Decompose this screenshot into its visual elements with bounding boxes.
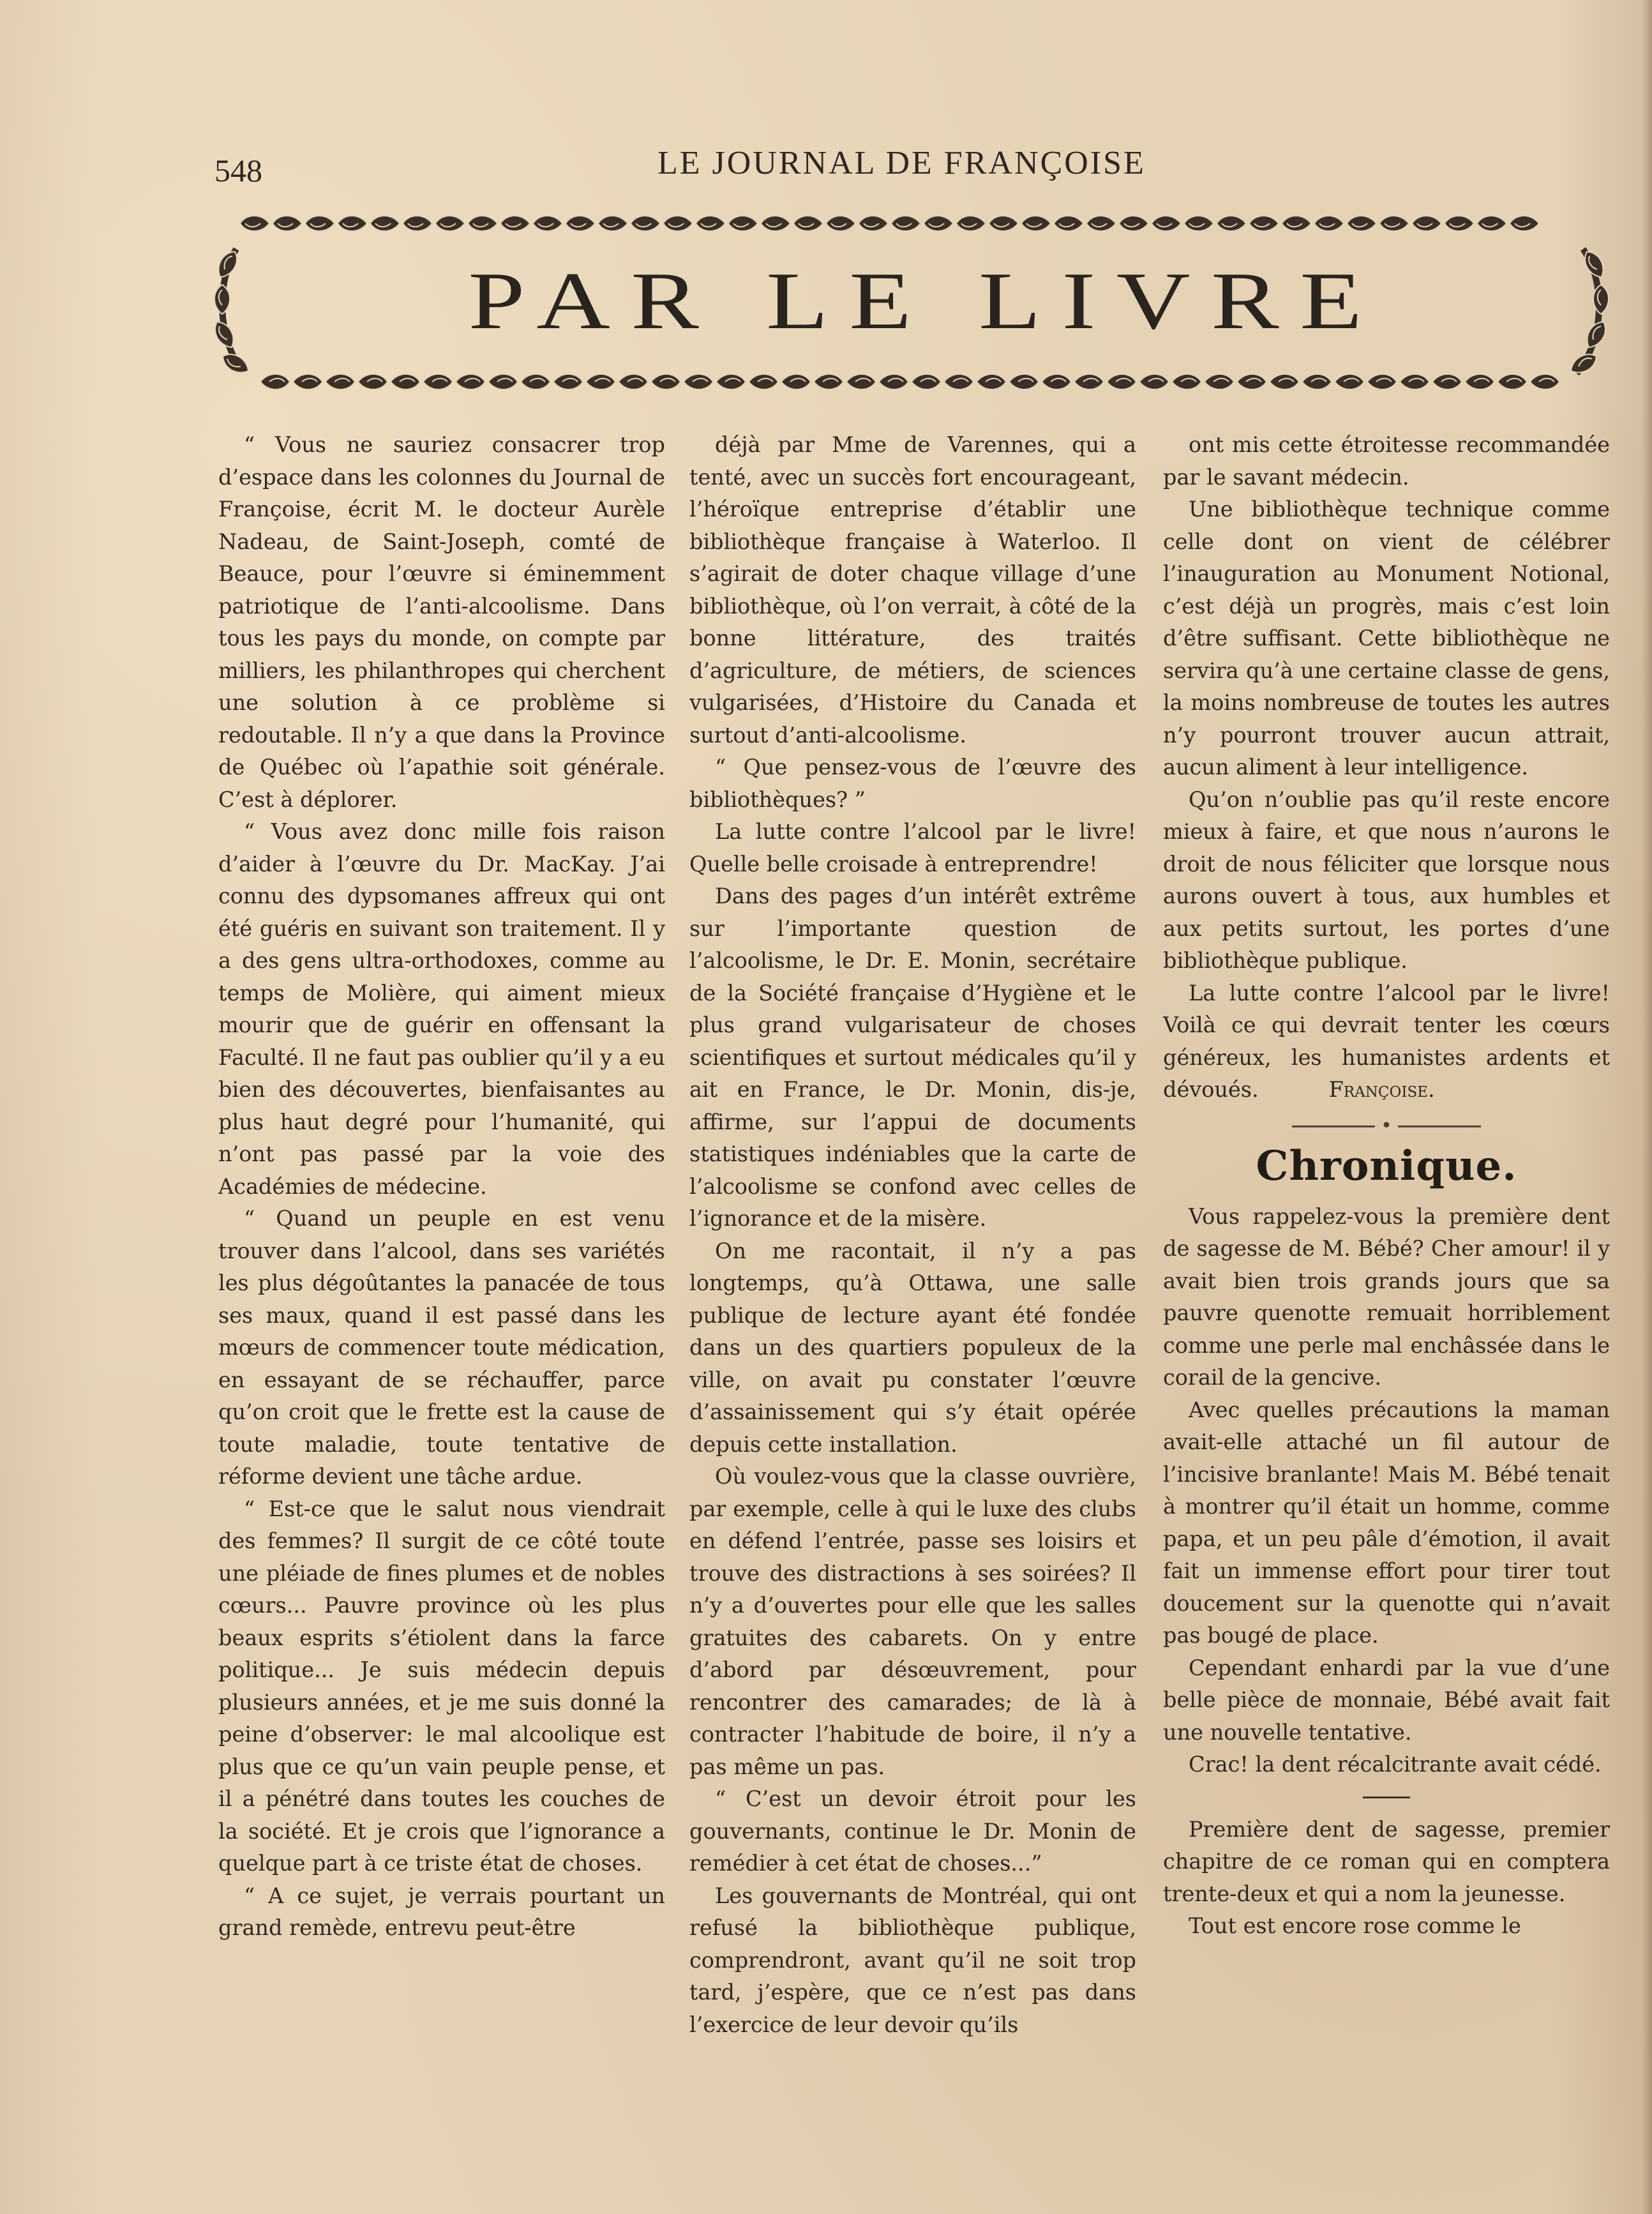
laurel-leaf: [1139, 374, 1169, 389]
article-closing-paragraph: [1163, 977, 1610, 1106]
laurel-leaf: [1530, 374, 1559, 389]
laurel-leaf: [781, 374, 811, 389]
laurel-leaf: [1400, 374, 1429, 389]
laurel-leaf: [1477, 216, 1506, 231]
laurel-leaf: [944, 374, 973, 389]
chronique-paragraph: Crac! la dent récalcitrante avait cédé.: [1189, 1752, 1602, 1777]
laurel-leaf: [631, 216, 660, 231]
laurel-leaf: [728, 216, 758, 231]
laurel-leaf: [1270, 374, 1299, 389]
laurel-leaf: [1379, 216, 1409, 231]
laurel-leaf: [1074, 374, 1104, 389]
laurel-leaf: [663, 216, 693, 231]
laurel-leaf: [1217, 216, 1246, 231]
laurel-leaf: [326, 374, 355, 389]
article-paragraph: “ C’est un devoir étroit pour les gouvernants, continue le Dr. Monin de remédier à cet état de choses...”: [689, 1786, 1136, 1876]
laurel-leaf: [1498, 374, 1527, 389]
laurel-leaf: [293, 374, 322, 389]
laurel-leaf: [1107, 374, 1136, 389]
article-paragraph: Qu’on n’oublie pas qu’il reste encore mieux à faire, et que nous n’aurons le droit de nous féliciter que lorsque nous aurons ouvert à tous, aux humbles et aux petits surtout, les portes d’une bibliothèque publique.: [1163, 787, 1610, 973]
laurel-leaf: [1367, 374, 1397, 389]
laurel-leaf: [761, 216, 790, 231]
laurel-leaf: [956, 216, 986, 231]
author-signature: Françoise.: [1328, 1077, 1435, 1102]
laurel-leaf: [891, 216, 920, 231]
laurel-leaf: [826, 216, 855, 231]
laurel-leaf: [370, 216, 400, 231]
laurel-leaf: [423, 374, 453, 389]
chronique-paragraph: Tout est encore rose comme le: [1189, 1913, 1521, 1938]
laurel-leaf: [273, 216, 302, 231]
laurel-leaf: [240, 216, 269, 231]
laurel-leaf: [846, 374, 876, 389]
article-paragraph: Les gouvernants de Montréal, qui ont refusé la bibliothèque publique, comprendront, avant qu’il ne soit trop tard, j’espère, que ce n’est pas dans l’exercice de leur devoir qu’ils: [689, 1883, 1136, 2037]
laurel-leaf: [553, 374, 583, 389]
laurel-leaf: [879, 374, 908, 389]
laurel-leaf: [1302, 374, 1332, 389]
laurel-leaf: [619, 374, 648, 389]
section-divider-ornament: •: [1163, 1117, 1610, 1136]
laurel-leaf: [1282, 216, 1311, 231]
laurel-leaf: [1567, 350, 1600, 378]
article-paragraph: “ Vous ne sauriez consacrer trop d’espace dans les colonnes du Journal de Françoise, écrit M. le docteur Aurèle Nadeau, de Saint-Joseph, comté de Beauce, pour l’œuvre si éminemment patriotique de l’anti-alcoolisme. Dans tous les pays du monde, on compte par milliers, les philanthropes qui cherchent une solution à ce problème si redoutable. Il n’y a que dans la Province de Québec où l’apathie soit générale. C’est à déplorer.: [218, 432, 665, 812]
laurel-leaf: [1237, 374, 1266, 389]
laurel-leaf: [403, 216, 432, 231]
laurel-leaf: [1172, 374, 1201, 389]
laurel-leaf: [749, 374, 778, 389]
laurel-leaf: [1021, 216, 1051, 231]
chronique-paragraph: Première dent de sagesse, premier chapitre de ce roman qui en comptera trente-deux et qui a nom la jeunesse.: [1163, 1816, 1610, 1906]
laurel-leaf: [1042, 374, 1071, 389]
laurel-leaf: [500, 216, 530, 231]
chronique-paragraph: Cependant enhardi par la vue d’une belle pièce de monnaie, Bébé avait fait une nouvelle tentative.: [1163, 1655, 1610, 1745]
article-paragraph: “ Que pensez-vous de l’œuvre des bibliothèques? ”: [689, 755, 1136, 812]
closing-text: La lutte contre l’alcool par le livre! Voilà ce qui devrait tenter les cœurs généreux, les humanistes ardents et dévoués.: [1163, 980, 1610, 1102]
article-paragraph: La lutte contre l’alcool par le livre! Quelle belle croisade à entreprendre!: [689, 819, 1136, 877]
short-divider-rule: [1363, 1796, 1410, 1798]
laurel-leaf: [338, 216, 367, 231]
laurel-leaf: [989, 216, 1018, 231]
chronique-paragraph: Vous rappelez-vous la première dent de sagesse de M. Bébé? Cher amour! il y avait bien trois grands jours que sa pauvre quenotte remuait horriblement comme une perle mal enchâssée dans le corail de la gencive.: [1163, 1203, 1610, 1390]
laurel-leaf: [456, 374, 485, 389]
laurel-leaf: [1432, 374, 1462, 389]
laurel-leaf: [586, 374, 615, 389]
laurel-leaf: [521, 374, 550, 389]
laurel-leaf: [924, 216, 953, 231]
page-number: 548: [214, 153, 262, 188]
laurel-leaf: [566, 216, 595, 231]
laurel-leaf: [1412, 216, 1441, 231]
laurel-leaf: [1152, 216, 1181, 231]
article-title: PAR LE LIVRE: [468, 255, 1383, 346]
laurel-leaf: [358, 374, 387, 389]
laurel-leaf: [260, 374, 290, 389]
article-paragraph: “ Quand un peuple en est venu trouver dans l’alcool, dans ses variétés les plus dégoûtantes la panacée de tous ses maux, quand il est passé dans les mœurs de commencer toute médication, en essayant de se réchauffer, parce qu’on croit que le frette est la cause de toute maladie, toute tentative de réforme devient une tâche ardue.: [218, 1206, 665, 1489]
article-paragraph: “ A ce sujet, je verrais pourtant un grand remède, entrevu peut-être: [218, 1883, 665, 1940]
article-paragraph: déjà par Mme de Varennes, qui a tenté, avec un succès fort encourageant, l’héroïque entreprise d’établir une bibliothèque française à Waterloo. Il s’agirait de doter chaque village d’une bibliothèque, où l’on verrait, à côté de la bonne littérature, des traités d’agriculture, de métiers, de sciences vulgarisées, d’Histoire du Canada et surtout d’anti-alcoolisme.: [689, 432, 1136, 748]
laurel-leaf: [1314, 216, 1344, 231]
laurel-leaf: [305, 216, 334, 231]
article-paragraph: Une bibliothèque technique comme celle dont on vient de célébrer l’inauguration au Monument Notional, c’est déjà un progrès, mais c’est loin d’être suffisant. Cette bibliothèque ne servira qu’à une certaine classe de gens, la moins nombreuse de toutes les autres n’y pourront trouver aucun attrait, aucun aliment à leur intelligence.: [1163, 497, 1610, 779]
laurel-leaf: [1445, 216, 1474, 231]
article-column-1: [218, 429, 665, 1945]
laurel-leaf: [488, 374, 518, 389]
running-title: LE JOURNAL DE FRANÇOISE: [657, 145, 1146, 181]
chronique-paragraph: Avec quelles précautions la maman avait-elle attaché un fil autour de l’incisive branlante! Mais M. Bébé tenait à montrer qu’il était un homme, comme papa, et un peu pâle d’émotion, il avait fait un immense effort pour tirer tout doucement sur la quenotte qui n’avait pas bougé de place.: [1163, 1397, 1610, 1648]
laurel-leaf: [651, 374, 680, 389]
laurel-leaf: [533, 216, 562, 231]
laurel-leaf: [1119, 216, 1148, 231]
laurel-leaf: [814, 374, 843, 389]
laurel-leaf: [1335, 374, 1364, 389]
laurel-leaf: [1510, 216, 1539, 231]
article-column-2: [689, 429, 1136, 2041]
chronique-heading: Chronique.: [1256, 1141, 1517, 1190]
laurel-leaf: [912, 374, 941, 389]
laurel-leaf: [214, 285, 230, 314]
article-paragraph: Dans des pages d’un intérêt extrême sur l’importante question de l’alcoolisme, le Dr. E. Monin, secrétaire de la Société française d’Hygiène et le plus grand vulgarisateur de choses scientifiques et surtout médicales qu’il y ait en France, le Dr. Monin, dis-je, affirme, sur l’appui de documents statistiques indéniables que la carte de l’alcoolisme se confond avec celles de l’ignorance et de la misère.: [689, 884, 1136, 1231]
laurel-leaf: [1347, 216, 1376, 231]
laurel-leaf: [1205, 374, 1234, 389]
laurel-leaf: [1593, 285, 1609, 314]
laurel-leaf: [977, 374, 1006, 389]
article-paragraph: Où voulez-vous que la classe ouvrière, par exemple, celle à qui le luxe des clubs en défend l’entrée, passe ses loisirs et trouve des distractions à ses soirées? Il n’y a d’ouvertes pour elle que les salles gratuites des cabarets. On y entre d’abord par désœuvrement, pour rencontrer des camarades; de là à contracter l’habitude de boire, il n’y a pas même un pas.: [689, 1464, 1136, 1779]
laurel-leaf: [716, 374, 746, 389]
article-paragraph: “ Vous avez donc mille fois raison d’aider à l’œuvre du Dr. MacKay. J’ai connu des dypsomanes affreux qui ont été guéris en suivant son traitement. Il y a des gens ultra-orthodoxes, comme au temps de Molière, qui aiment mieux mourir que de guérir en offensant la Faculté. Il ne faut pas oublier qu’il y a eu bien des découvertes, bienfaisantes au plus haut degré pour l’humanité, qui n’ont pas passé par la voie des Académies de médecine.: [218, 819, 665, 1199]
article-paragraph: “ Est-ce que le salut nous viendrait des femmes? Il surgit de ce côté toute une pléiade de fines plumes et de nobles cœurs... Pauvre province où les plus beaux esprits s’étiolent dans la farce politique... Je suis médecin depuis plusieurs années, et je me suis donné la peine d’observer: le mal alcoolique est plus que ce qu’un vain peuple pense, et il a pénétré dans toutes les couches de la société. Et je crois que l’ignorance a quelque part à ce triste état de choses.: [218, 1496, 665, 1876]
laurel-leaf: [391, 374, 420, 389]
laurel-leaf: [435, 216, 465, 231]
article-paragraph: On me racontait, il n’y a pas longtemps, qu’à Ottawa, une salle publique de lecture ayant été fondée dans un des quartiers populeux de la ville, on avait pu constater l’œuvre d’assainissement qui s’y était opérée depuis cette installation.: [689, 1238, 1136, 1457]
article-column-3: [1163, 429, 1610, 1943]
laurel-leaf: [696, 216, 725, 231]
laurel-leaf: [1465, 374, 1494, 389]
laurel-leaf: [1009, 374, 1039, 389]
laurel-leaf: [1054, 216, 1083, 231]
laurel-leaf: [793, 216, 823, 231]
laurel-leaf: [1184, 216, 1213, 231]
laurel-leaf: [1086, 216, 1116, 231]
page-edge-shadow: [1642, 0, 1652, 2214]
laurel-leaf: [684, 374, 713, 389]
laurel-leaf: [468, 216, 497, 231]
laurel-leaf: [859, 216, 888, 231]
article-paragraph: ont mis cette étroitesse recommandée par le savant médecin.: [1163, 432, 1610, 490]
laurel-leaf: [1249, 216, 1279, 231]
laurel-leaf: [598, 216, 627, 231]
